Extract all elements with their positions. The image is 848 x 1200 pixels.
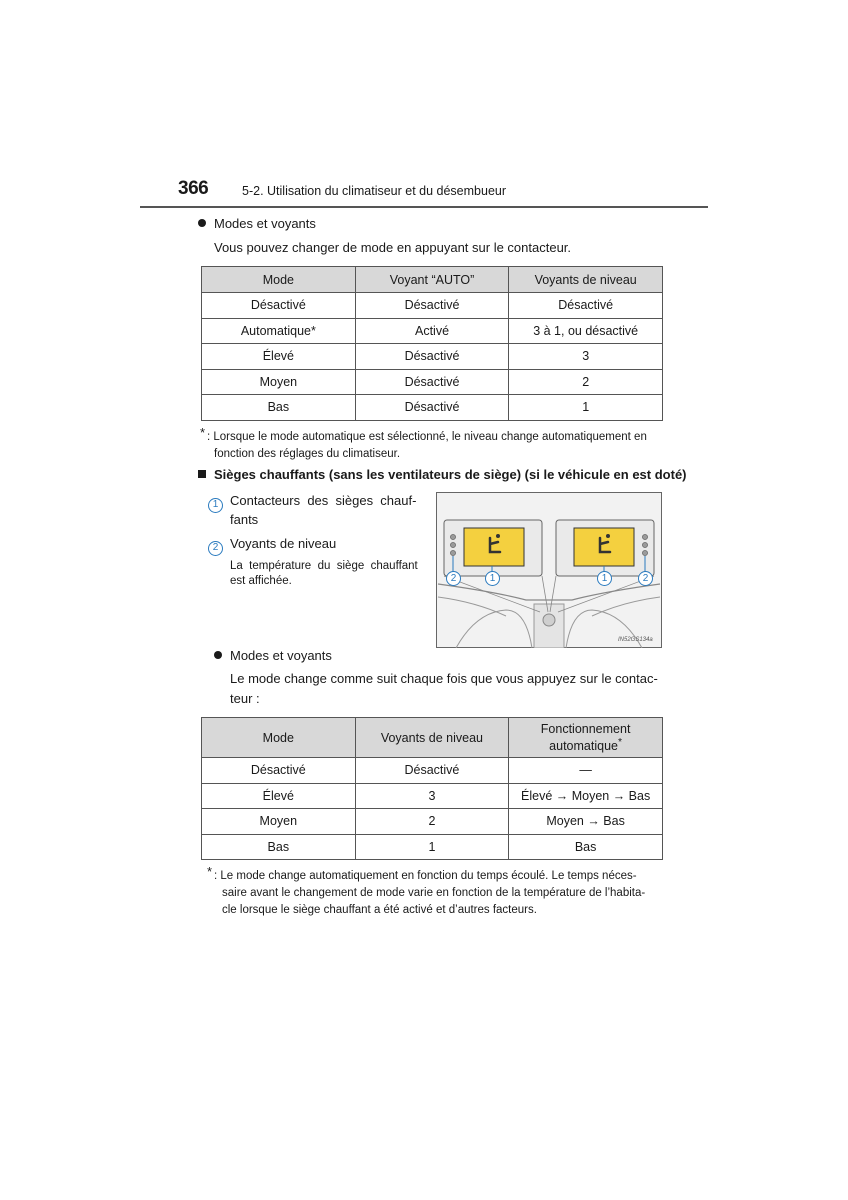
table-cell: 3 <box>355 783 509 809</box>
table-cell: Désactivé <box>355 344 509 370</box>
item-2-label: Voyants de niveau <box>230 536 337 551</box>
item-1-line2: fants <box>230 512 259 527</box>
table-cell: Désactivé <box>509 293 663 319</box>
table-cell: Désactivé <box>202 293 356 319</box>
callout-2-marker <box>208 537 223 556</box>
heated-seats-heading <box>198 467 687 482</box>
header-level-indicators: Voyants de niveau <box>509 267 663 293</box>
header-auto-line2: automatique <box>549 739 618 754</box>
circled-number-2: 2 <box>208 541 223 556</box>
figure-callout-2-right: 2 <box>638 571 653 586</box>
table-cell: 1 <box>355 834 509 860</box>
figure-code: IN52GS134a <box>618 637 653 643</box>
table-cell: Moyen <box>202 809 356 835</box>
table-cell: Moyen <box>202 369 356 395</box>
table-row <box>202 758 663 784</box>
table-cell: 2 <box>509 369 663 395</box>
table-row <box>202 783 663 809</box>
table-header-row <box>202 267 663 293</box>
table-row <box>202 809 663 835</box>
footnote-2-line3: cle lorsque le siège chauffant a été activé et d’autres facteurs. <box>222 904 537 916</box>
item-2-desc-line1: La température du siège chauffant <box>230 560 418 572</box>
figure-callout-1-right: 1 <box>597 571 612 586</box>
heated-seats-title: Sièges chauffants (sans les ventilateurs de siège) (si le véhicule en est doté) <box>214 467 687 482</box>
footnote-1-line2: fonction des réglages du climatiseur. <box>214 448 401 460</box>
footnote-2-line1: : Le mode change automatiquement en fonction du temps écoulé. Le temps néces- <box>214 870 637 882</box>
header-auto-star: * <box>617 736 623 748</box>
table-cell: Élevé → Moyen → Bas <box>509 783 663 809</box>
table-cell: Désactivé <box>355 293 509 319</box>
table-cell: Désactivé <box>202 758 356 784</box>
bullet-modes-2 <box>214 648 332 663</box>
section-title: 5-2. Utilisation du climatiseur et du désembueur <box>242 184 507 198</box>
item-2-description <box>230 559 424 589</box>
table-cell: 3 à 1, ou désactivé <box>509 318 663 344</box>
table-cell: 2 <box>355 809 509 835</box>
page-number: 366 <box>178 178 209 199</box>
table-cell: 3 <box>509 344 663 370</box>
heated-seat-illustration <box>436 492 662 648</box>
table-cell: Automatique* <box>202 318 356 344</box>
footnote-2-line2: saire avant le changement de mode varie en fonction de la température de l’habita- <box>222 887 646 899</box>
circled-number-1: 1 <box>208 498 223 513</box>
table-cell: Moyen → Bas <box>509 809 663 835</box>
header-auto-line1: Fonctionnement <box>540 721 631 736</box>
table-cell: 1 <box>509 395 663 421</box>
bullet-modes-1 <box>198 216 316 231</box>
table-cell: — <box>509 758 663 784</box>
modes-1-intro: Vous pouvez changer de mode en appuyant sur le contacteur. <box>214 240 572 255</box>
table-cell: Élevé <box>202 783 356 809</box>
table-cell: Désactivé <box>355 758 509 784</box>
modes-table-1 <box>201 266 663 421</box>
table-row <box>202 344 663 370</box>
bullet-icon <box>198 219 206 227</box>
table-header-row <box>202 718 663 758</box>
item-1-line1: Contacteurs des sièges chauf- <box>230 493 417 508</box>
footnote-star-1: * <box>200 425 206 440</box>
table-cell: Bas <box>509 834 663 860</box>
table-row <box>202 395 663 421</box>
table-row <box>202 834 663 860</box>
header-mode: Mode <box>202 718 356 758</box>
table-cell: Élevé <box>202 344 356 370</box>
modes-2-intro-line2: teur : <box>230 691 260 706</box>
table-row <box>202 318 663 344</box>
table-cell: Bas <box>202 834 356 860</box>
table-row <box>202 369 663 395</box>
item-1-text <box>230 491 423 529</box>
header-auto-indicator: Voyant “AUTO” <box>355 267 509 293</box>
header-level-indicators: Voyants de niveau <box>355 718 509 758</box>
footnote-star-2: * <box>207 864 213 879</box>
header-divider <box>140 206 708 208</box>
modes-table-2 <box>201 717 663 860</box>
header-mode: Mode <box>202 267 356 293</box>
footnote-1-line1: : Lorsque le mode automatique est sélectionné, le niveau change automatiquement en <box>207 431 647 443</box>
table-cell: Activé <box>355 318 509 344</box>
header-auto-operation <box>509 718 663 758</box>
figure-callout-2-left: 2 <box>446 571 461 586</box>
table-cell: Bas <box>202 395 356 421</box>
bullet-modes-2-label: Modes et voyants <box>230 648 332 663</box>
table-cell: Désactivé <box>355 395 509 421</box>
bullet-icon <box>214 651 222 659</box>
table-cell: Désactivé <box>355 369 509 395</box>
dashboard-drawing <box>436 492 662 648</box>
table-row <box>202 293 663 319</box>
figure-callout-1-left: 1 <box>485 571 500 586</box>
square-bullet-icon <box>198 470 206 478</box>
bullet-modes-1-label: Modes et voyants <box>214 216 316 231</box>
modes-2-intro-line1: Le mode change comme suit chaque fois que vous appuyez sur le contac- <box>230 671 658 686</box>
callout-1-marker <box>208 494 223 513</box>
header-auto-line2-wrap <box>509 736 662 753</box>
item-2-desc-line2: est affichée. <box>230 575 292 587</box>
